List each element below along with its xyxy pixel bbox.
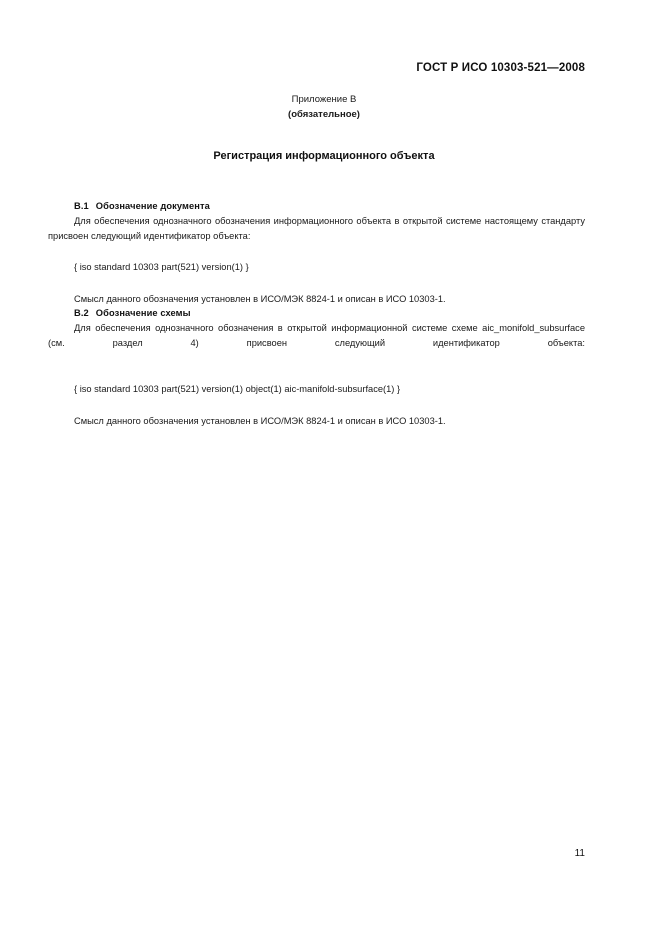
object-identifier-b2: { iso standard 10303 part(521) version(1) object(1) aic-manifold-subsurface(1) } <box>74 384 401 395</box>
clause-paragraph-b1: Для обеспечения однозначного обозначения информационного объекта в открытой системе настоящему стандарту присвоен следующий идентификатор объекта: <box>48 216 585 241</box>
annex-caption <box>0 92 648 122</box>
running-head: ГОСТ Р ИСО 10303-521—2008 <box>416 62 585 74</box>
clause-heading-b2 <box>48 308 585 318</box>
clause-number-b2: В.2 <box>74 308 89 319</box>
spacer <box>48 243 585 260</box>
object-identifier-b1: { iso standard 10303 part(521) version(1) } <box>74 262 249 273</box>
clause-heading-b1 <box>48 201 585 211</box>
clause-number-b1: В.1 <box>74 201 89 211</box>
clause-note-b2: Смысл данного обозначения установлен в ИСО/МЭК 8824-1 и описан в ИСО 10303-1. <box>74 415 446 426</box>
clause-paragraph-b2: Для обеспечения однозначного обозначения в открытой информационной системе схеме aic_monifold_subsurface (см. раздел 4) присвоен следующий идентификатор объекта: <box>48 323 585 348</box>
spacer <box>48 365 585 382</box>
spacer <box>48 397 585 414</box>
clause-note-b1: Смысл данного обозначения установлен в ИСО/МЭК 8824-1 и описан в ИСО 10303-1. <box>74 293 446 304</box>
annex-title: Регистрация информационного объекта <box>213 150 435 162</box>
document-body <box>48 201 585 428</box>
clause-title-b2: Обозначение схемы <box>95 308 191 319</box>
annex-kind: (обязательное) <box>288 109 360 120</box>
annex-label: Приложение В <box>291 94 357 105</box>
spacer <box>48 275 585 292</box>
clause-title-b1: Обозначение документа <box>95 201 210 211</box>
page-number: 11 <box>574 848 585 859</box>
